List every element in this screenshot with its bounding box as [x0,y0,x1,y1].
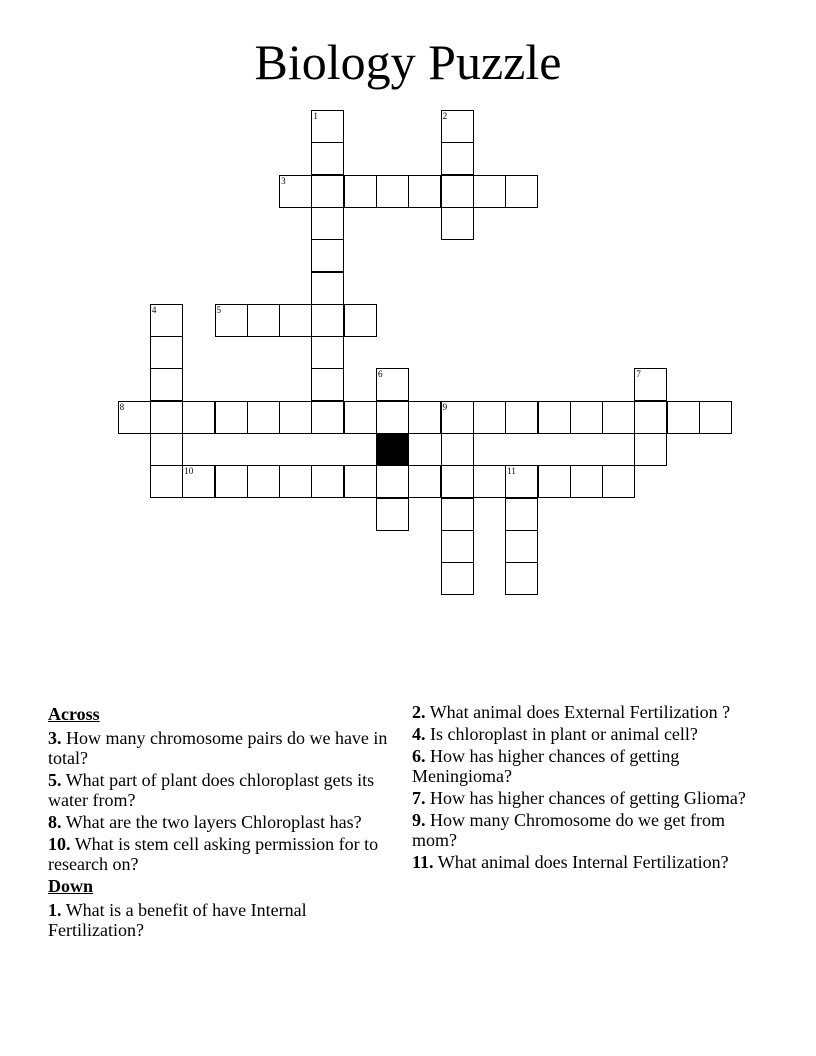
grid-cell[interactable] [441,498,474,531]
clue-number-9: 9 [442,401,448,412]
grid-cell[interactable] [441,110,474,143]
grid-cell[interactable] [473,175,506,208]
grid-cell[interactable] [376,175,409,208]
clue-number-10: 10 [184,466,194,477]
grid-cell[interactable] [505,562,538,595]
grid-cell[interactable] [667,401,700,434]
down-heading: Down [48,876,94,896]
grid-cell[interactable] [279,465,312,498]
grid-cell[interactable] [570,465,603,498]
grid-cell[interactable] [311,175,344,208]
grid-cell[interactable] [215,401,248,434]
grid-cell[interactable] [247,465,280,498]
clue-number-2: 2 [442,111,448,121]
clue-down-4: 4. Is chloroplast in plant or animal cell? [412,724,698,744]
grid-cell[interactable] [441,530,474,563]
grid-cell[interactable] [311,304,344,337]
grid-cell[interactable] [473,465,506,498]
grid-cell[interactable] [344,465,377,498]
grid-cell[interactable] [311,368,344,401]
grid-cell[interactable] [279,175,312,208]
grid-cell[interactable] [150,336,183,369]
grid-cell[interactable] [441,401,474,434]
clue-down-2: 2. What animal does External Fertilization ? [412,702,731,722]
grid-cell[interactable] [634,368,667,401]
clue-number-7: 7 [636,369,641,380]
grid-cell[interactable] [279,304,312,337]
grid-cell[interactable] [376,498,409,531]
grid-cell[interactable] [150,433,183,466]
clues-left-column [48,702,393,942]
grid-cell[interactable] [570,401,603,434]
clue-number-6: 6 [378,369,383,380]
grid-cell[interactable] [311,272,344,305]
across-heading: Across [48,704,100,724]
grid-cell[interactable] [473,401,506,434]
grid-cell[interactable] [311,142,344,175]
grid-cell[interactable] [505,530,538,563]
grid-cell[interactable] [634,433,667,466]
grid-cell[interactable] [505,498,538,531]
grid-cell[interactable] [215,304,248,337]
grid-cell[interactable] [247,401,280,434]
grid-cell[interactable] [441,465,474,498]
grid-cell[interactable] [279,401,312,434]
grid-cell[interactable] [505,465,538,498]
grid-cell[interactable] [602,465,635,498]
page-title: Biology Puzzle [254,34,562,90]
grid-cell[interactable] [441,175,474,208]
grid-cell[interactable] [182,401,215,434]
clue-across-3: 3. How many chromosome pairs do we have in total? [48,728,388,768]
clue-across-8: 8. What are the two layers Chloroplast has? [48,812,362,832]
clue-down-11: 11. What animal does Internal Fertilization? [412,852,729,872]
grid-cell[interactable] [344,175,377,208]
grid-cell[interactable] [408,465,441,498]
grid-cell[interactable] [311,239,344,272]
grid-cell[interactable] [376,465,409,498]
grid-cell[interactable] [441,142,474,175]
grid-cell[interactable] [150,304,183,337]
grid-cell[interactable] [311,207,344,240]
grid-cell[interactable] [311,465,344,498]
grid-cell[interactable] [505,401,538,434]
grid-cell[interactable] [376,401,409,434]
clue-down-7: 7. How has higher chances of getting Glioma? [412,788,746,808]
grid-cell[interactable] [505,175,538,208]
grid-cell[interactable] [311,110,344,143]
clue-across-5: 5. What part of plant does chloroplast gets its water from? [48,770,375,810]
grid-cell[interactable] [376,368,409,401]
grid-cell[interactable] [118,401,151,434]
grid-cell[interactable] [311,401,344,434]
grid-cell[interactable] [408,401,441,434]
grid-cell[interactable] [634,401,667,434]
clue-down-9: 9. How many Chromosome do we get from mom? [412,810,725,850]
grid-cell[interactable] [344,401,377,434]
grid-cell[interactable] [150,465,183,498]
grid-cell[interactable] [441,433,474,466]
clue-number-5: 5 [216,304,221,315]
grid-cell[interactable] [441,207,474,240]
grid-cell[interactable] [699,401,732,434]
grid-cell[interactable] [441,562,474,595]
grid-cell[interactable] [150,401,183,434]
black-cell [376,433,409,466]
clue-down-1: 1. What is a benefit of have Internal Fertilization? [48,900,307,940]
grid-cell[interactable] [182,465,215,498]
clue-number-3: 3 [281,175,286,186]
clue-number-11: 11 [507,466,516,477]
grid-cell[interactable] [538,465,571,498]
clue-number-4: 4 [151,304,157,315]
clue-down-6: 6. How has higher chances of getting Meningioma? [412,746,680,786]
grid-cell[interactable] [215,465,248,498]
grid-cell[interactable] [344,304,377,337]
clue-number-1: 1 [313,111,318,121]
clues-right-column [412,702,762,874]
grid-cell[interactable] [247,304,280,337]
clue-number-8: 8 [119,401,125,412]
grid-cell[interactable] [311,336,344,369]
grid-cell[interactable] [602,401,635,434]
grid-cell[interactable] [150,368,183,401]
grid-cell[interactable] [408,175,441,208]
clue-across-10: 10. What is stem cell asking permission for to research on? [48,834,379,874]
grid-cell[interactable] [538,401,571,434]
